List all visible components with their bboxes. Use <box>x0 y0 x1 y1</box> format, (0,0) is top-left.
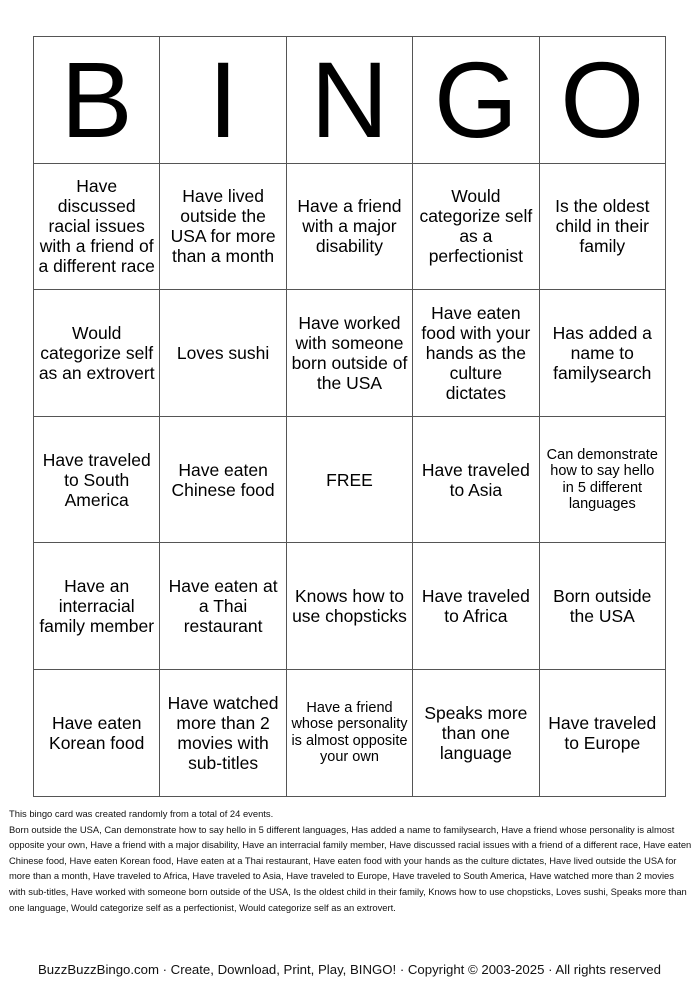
bingo-cell[interactable]: Would categorize self as a perfectionist <box>413 163 539 290</box>
footer-copyright: BuzzBuzzBingo.com · Create, Download, Print, Play, BINGO! · Copyright © 2003-2025 · All rights reserved <box>38 962 661 977</box>
header-letter-g: G <box>413 37 539 164</box>
header-letter-n: N <box>286 37 412 164</box>
grid-row <box>34 416 666 543</box>
grid-row <box>34 290 666 417</box>
bingo-cell[interactable]: Speaks more than one language <box>413 669 539 796</box>
bingo-cell[interactable]: Have traveled to Europe <box>539 669 665 796</box>
bingo-cell[interactable]: Have watched more than 2 movies with sub-titles <box>160 669 286 796</box>
free-space-cell[interactable]: FREE <box>286 416 412 543</box>
bingo-cell[interactable]: Have traveled to South America <box>34 416 160 543</box>
header-letter-o: O <box>539 37 665 164</box>
header-row <box>34 37 666 164</box>
bingo-cell[interactable]: Have eaten Korean food <box>34 669 160 796</box>
bingo-cell[interactable]: Is the oldest child in their family <box>539 163 665 290</box>
bingo-cell[interactable]: Knows how to use chopsticks <box>286 543 412 670</box>
bingo-cell[interactable]: Have lived outside the USA for more than a month <box>160 163 286 290</box>
grid-row <box>34 669 666 796</box>
bingo-cell[interactable]: Have a friend whose personality is almost opposite your own <box>286 669 412 796</box>
bingo-cell[interactable]: Have discussed racial issues with a friend of a different race <box>34 163 160 290</box>
notes-event-list: Born outside the USA, Can demonstrate how to say hello in 5 different languages, Has added a name to familysearch, Have a friend whose personality is almost opposite your own, Have a friend with a major disability, Have an interracial family member, Have discussed racial issues with a friend of a different race, Have eaten Chinese food, Have eaten Korean food, Have eaten at a Thai restaurant, Have eaten food with your hands as the culture dictates, Have lived outside the USA for more than a month, Have traveled to Africa, Have traveled to Asia, Have traveled to Europe, Have traveled to South America, Have watched more than 2 movies with sub-titles, Have worked with someone born outside of the USA, Is the oldest child in their family, Knows how to use chopsticks, Loves sushi, Speaks more than one language, Would categorize self as a perfectionist, Would categorize self as an extrovert. <box>9 823 692 913</box>
bingo-cell[interactable]: Would categorize self as an extrovert <box>34 290 160 417</box>
header-letter-i: I <box>160 37 286 164</box>
header-letter-b: B <box>34 37 160 164</box>
bingo-cell[interactable]: Have a friend with a major disability <box>286 163 412 290</box>
grid-row <box>34 543 666 670</box>
bingo-card <box>33 36 666 797</box>
bingo-cell[interactable]: Can demonstrate how to say hello in 5 different languages <box>539 416 665 543</box>
notes-summary: This bingo card was created randomly from a total of 24 events. <box>9 808 274 819</box>
bingo-cell[interactable]: Have traveled to Asia <box>413 416 539 543</box>
bingo-cell[interactable]: Has added a name to familysearch <box>539 290 665 417</box>
bingo-cell[interactable]: Have worked with someone born outside of the USA <box>286 290 412 417</box>
bingo-cell[interactable]: Loves sushi <box>160 290 286 417</box>
bingo-cell[interactable]: Have eaten Chinese food <box>160 416 286 543</box>
bingo-cell[interactable]: Born outside the USA <box>539 543 665 670</box>
bingo-cell[interactable]: Have eaten at a Thai restaurant <box>160 543 286 670</box>
grid-row <box>34 163 666 290</box>
card-notes <box>9 806 693 915</box>
bingo-cell[interactable]: Have an interracial family member <box>34 543 160 670</box>
bingo-cell[interactable]: Have eaten food with your hands as the culture dictates <box>413 290 539 417</box>
bingo-cell[interactable]: Have traveled to Africa <box>413 543 539 670</box>
